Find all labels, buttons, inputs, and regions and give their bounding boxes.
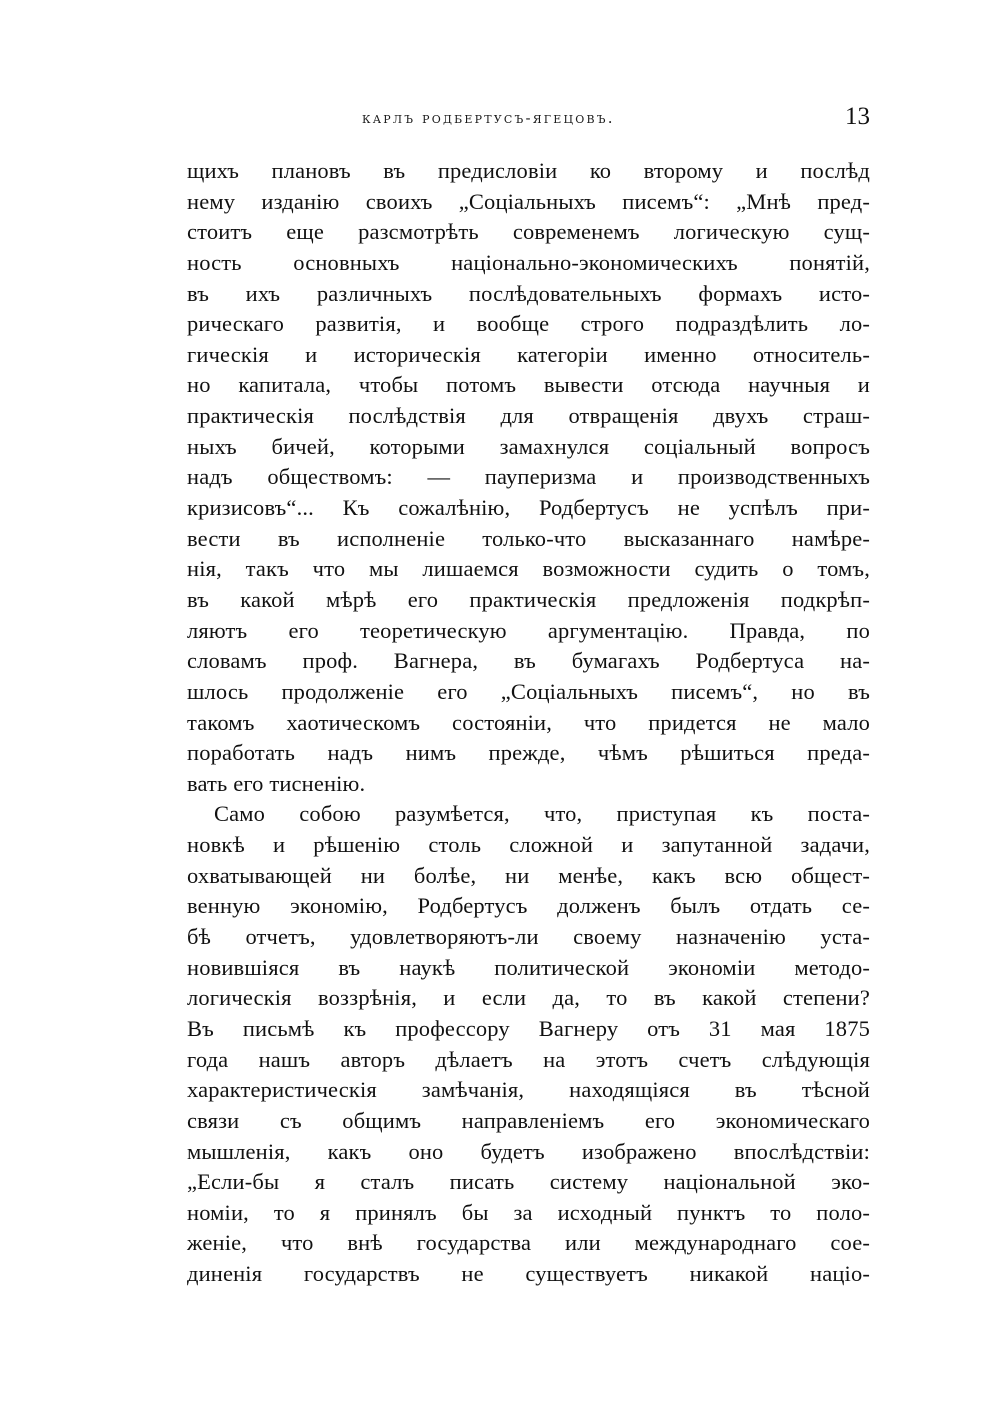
text-line: шлось продолженіе его „Соціальныхъ писемъ“, но въ (187, 678, 870, 704)
text-line: въ ихъ различныхъ послѣдовательныхъ формахъ исто- (187, 280, 870, 306)
text-line: словамъ проф. Вагнера, въ бумагахъ Родбертуса на- (187, 648, 870, 674)
text-line: характеристическія замѣчанія, находящіяся въ тѣсной (187, 1077, 870, 1103)
text-line: щихъ плановъ въ предисловіи ко второму и послѣд (187, 158, 870, 183)
text-line: нему изданію своихъ „Соціальныхъ писемъ“: „Мнѣ пред- (187, 188, 870, 214)
text-line: надъ обществомъ: — пауперизма и производственныхъ (187, 464, 870, 490)
text-line: номіи, то я принялъ бы за исходный пунктъ то поло- (187, 1199, 870, 1225)
text-line: бѣ отчетъ, удовлетворяютъ-ли своему назначенію уста- (187, 924, 870, 950)
text-line: такомъ хаотическомъ состояніи, что придется не мало (187, 709, 870, 735)
text-line: „Если-бы я сталъ писать систему національной эко- (187, 1169, 870, 1195)
text-line: поработать надъ нимъ прежде, чѣмъ рѣшиться преда- (187, 740, 870, 766)
text-line: рическаго развитія, и вообще строго подраздѣлить ло- (187, 311, 870, 337)
text-line: ность основныхъ національно-экономическихъ понятій, (187, 249, 870, 275)
text-line: вать его тисненію. (187, 770, 366, 796)
running-title: карлъ родбертусъ-ягецовъ. (362, 109, 615, 127)
paragraph-1 (187, 156, 870, 799)
page-number: 13 (845, 103, 870, 130)
text-line: года нашъ авторъ дѣлаетъ на этотъ счетъ слѣдующія (187, 1046, 870, 1072)
text-line: связи съ общимъ направленіемъ его экономическаго (187, 1107, 870, 1133)
running-head (187, 103, 870, 137)
text-line: вести въ исполненіе только-что высказаннаго намѣре- (187, 525, 870, 551)
text-line: кризисовъ“... Къ сожалѣнію, Родбертусъ не успѣлъ при- (187, 495, 870, 521)
text-line: мышленія, какъ оно будетъ изображено впослѣдствіи: (187, 1138, 870, 1164)
text-line: охватывающей ни болѣе, ни менѣе, какъ всю общест- (187, 862, 870, 888)
text-line: ныхъ бичей, которыми замахнулся соціальный вопросъ (187, 433, 870, 459)
text-line: нія, такъ что мы лишаемся возможности судить о томъ, (187, 556, 870, 582)
text-line: логическія воззрѣнія, и если да, то въ какой степени? (187, 985, 870, 1011)
text-line: практическія послѣдствія для отвращенія двухъ страш- (187, 403, 870, 429)
text-line: диненія государствъ не существуетъ никакой націо- (187, 1261, 870, 1287)
text-line: женіе, что внѣ государства или международнаго сое- (187, 1230, 870, 1256)
text-line: новкѣ и рѣшенію столь сложной и запутанной задачи, (187, 832, 870, 858)
text-line: въ какой мѣрѣ его практическія предложенія подкрѣп- (187, 586, 870, 612)
text-line: но капитала, чтобы потомъ вывести отсюда научныя и (187, 372, 870, 398)
text-line: гическія и историческія категоріи именно относитель- (187, 341, 870, 367)
text-line: венную экономію, Родбертусъ долженъ былъ отдать се- (187, 893, 870, 919)
text-line: новившіяся въ наукѣ политической экономіи методо- (187, 954, 870, 980)
text-line: ляютъ его теоретическую аргументацію. Правда, по (187, 617, 870, 643)
text-line: стоитъ еще разсмотрѣть современемъ логическую сущ- (187, 219, 870, 245)
paragraph-2 (187, 799, 870, 1289)
body-text (187, 156, 870, 1290)
text-line: Въ письмѣ къ профессору Вагнеру отъ 31 мая 1875 (187, 1015, 870, 1041)
text-line: Само собою разумѣется, что, приступая къ поста- (214, 801, 870, 827)
